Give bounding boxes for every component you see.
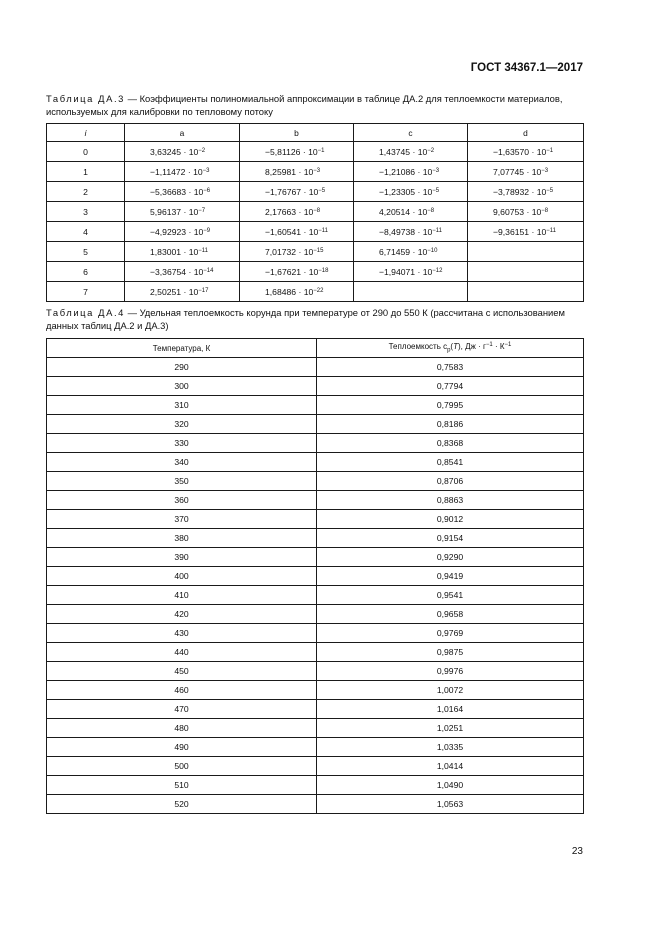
- temperature-cell: 470: [47, 700, 317, 719]
- heat-capacity-cell: 0,9875: [317, 643, 584, 662]
- temperature-cell: 410: [47, 586, 317, 605]
- coefficient-c-cell: $-1,23305 \cdot 10^{-5}$: [354, 182, 468, 202]
- table-row: [47, 472, 584, 491]
- column-header-c: c: [354, 124, 468, 142]
- heat-capacity-cell: 0,9012: [317, 510, 584, 529]
- column-header-temperature: Температура, К: [47, 339, 317, 358]
- table-row: [47, 662, 584, 681]
- coefficient-b-cell: $-1,60541 \cdot 10^{-11}$: [240, 222, 354, 242]
- table-row: [47, 681, 584, 700]
- temperature-cell: 400: [47, 567, 317, 586]
- coefficient-a-cell: $2,50251 \cdot 10^{-17}$: [125, 282, 240, 302]
- coefficient-c-cell: [354, 282, 468, 302]
- index-cell: 1: [47, 162, 125, 182]
- coefficient-c-cell: $-8,49738 \cdot 10^{-11}$: [354, 222, 468, 242]
- temperature-cell: 520: [47, 795, 317, 814]
- table-da4-caption-label: Таблица ДА.4: [46, 307, 125, 318]
- heat-capacity-cell: 0,9769: [317, 624, 584, 643]
- heat-capacity-cell: 1,0563: [317, 795, 584, 814]
- table-row: [47, 510, 584, 529]
- temperature-cell: 460: [47, 681, 317, 700]
- temperature-cell: 380: [47, 529, 317, 548]
- table-row: [47, 202, 584, 222]
- heat-capacity-cell: 0,7583: [317, 358, 584, 377]
- heat-capacity-cell: 0,7995: [317, 396, 584, 415]
- coefficient-c-cell: $4,20514 \cdot 10^{-8}$: [354, 202, 468, 222]
- table-da3-header-row: [47, 124, 584, 142]
- heat-capacity-cell: 0,8541: [317, 453, 584, 472]
- coefficient-c-cell: $-1,94071 \cdot 10^{-12}$: [354, 262, 468, 282]
- table-row: [47, 643, 584, 662]
- coefficient-a-cell: $3,63245 \cdot 10^{-2}$: [125, 142, 240, 162]
- table-row: [47, 548, 584, 567]
- table-da3: [46, 123, 584, 302]
- table-row: [47, 757, 584, 776]
- temperature-cell: 420: [47, 605, 317, 624]
- table-da3-caption: [46, 92, 584, 118]
- coefficient-b-cell: $8,25981 \cdot 10^{-3}$: [240, 162, 354, 182]
- table-row: [47, 491, 584, 510]
- temperature-cell: 340: [47, 453, 317, 472]
- column-header-i: i: [47, 124, 125, 142]
- coefficient-a-cell: $-1,11472 \cdot 10^{-3}$: [125, 162, 240, 182]
- table-da3-caption-label: Таблица ДА.3: [46, 93, 125, 104]
- table-da4-caption: [46, 306, 584, 332]
- temperature-cell: 360: [47, 491, 317, 510]
- temperature-cell: 390: [47, 548, 317, 567]
- table-row: [47, 776, 584, 795]
- coefficient-b-cell: $-5,81126 \cdot 10^{-1}$: [240, 142, 354, 162]
- heat-capacity-cell: 1,0414: [317, 757, 584, 776]
- document-code: ГОСТ 34367.1—2017: [470, 62, 583, 74]
- coefficient-d-cell: [468, 282, 584, 302]
- heat-capacity-cell: 1,0164: [317, 700, 584, 719]
- table-row: [47, 605, 584, 624]
- table-row: [47, 453, 584, 472]
- temperature-cell: 440: [47, 643, 317, 662]
- table-row: [47, 182, 584, 202]
- temperature-cell: 320: [47, 415, 317, 434]
- table-row: [47, 282, 584, 302]
- heat-capacity-cell: 0,9658: [317, 605, 584, 624]
- table-da4-caption-text: — Удельная теплоемкость корунда при температуре от 290 до 550 К (рассчитана с использованием данных таблиц ДА.2 и ДА.3): [46, 307, 565, 331]
- column-header-d: d: [468, 124, 584, 142]
- table-row: [47, 415, 584, 434]
- coefficient-c-cell: $-1,21086 \cdot 10^{-3}$: [354, 162, 468, 182]
- table-row: [47, 142, 584, 162]
- coefficient-b-cell: $7,01732 \cdot 10^{-15}$: [240, 242, 354, 262]
- table-row: [47, 262, 584, 282]
- table-row: [47, 222, 584, 242]
- heat-capacity-cell: 0,9419: [317, 567, 584, 586]
- coefficient-d-cell: $-3,78932 \cdot 10^{-5}$: [468, 182, 584, 202]
- table-row: [47, 242, 584, 262]
- table-row: [47, 738, 584, 757]
- temperature-cell: 300: [47, 377, 317, 396]
- temperature-cell: 510: [47, 776, 317, 795]
- heat-capacity-cell: 1,0251: [317, 719, 584, 738]
- heat-capacity-cell: 1,0072: [317, 681, 584, 700]
- table-row: [47, 624, 584, 643]
- table-row: [47, 795, 584, 814]
- temperature-cell: 430: [47, 624, 317, 643]
- temperature-cell: 500: [47, 757, 317, 776]
- table-row: [47, 529, 584, 548]
- coefficient-a-cell: $-3,36754 \cdot 10^{-14}$: [125, 262, 240, 282]
- coefficient-a-cell: $5,96137 \cdot 10^{-7}$: [125, 202, 240, 222]
- coefficient-b-cell: $-1,67621 \cdot 10^{-18}$: [240, 262, 354, 282]
- coefficient-a-cell: $-5,36683 \cdot 10^{-6}$: [125, 182, 240, 202]
- index-cell: 7: [47, 282, 125, 302]
- heat-capacity-cell: 0,8186: [317, 415, 584, 434]
- coefficient-a-cell: $1,83001 \cdot 10^{-11}$: [125, 242, 240, 262]
- heat-capacity-cell: 0,9976: [317, 662, 584, 681]
- table-row: [47, 567, 584, 586]
- column-header-a: a: [125, 124, 240, 142]
- heat-capacity-cell: 0,9541: [317, 586, 584, 605]
- heat-capacity-cell: 1,0490: [317, 776, 584, 795]
- table-row: [47, 719, 584, 738]
- temperature-cell: 310: [47, 396, 317, 415]
- table-row: [47, 377, 584, 396]
- column-header-b: b: [240, 124, 354, 142]
- table-da3-caption-text: — Коэффициенты полиномиальной аппроксимации в таблице ДА.2 для теплоемкости материалов, используемых для калибровки по тепловому потоку: [46, 93, 563, 117]
- table-row: [47, 396, 584, 415]
- table-row: [47, 162, 584, 182]
- table-da4-header-row: [47, 339, 584, 358]
- page-number: 23: [571, 846, 583, 857]
- table-row: [47, 586, 584, 605]
- heat-capacity-cell: 1,0335: [317, 738, 584, 757]
- coefficient-d-cell: $7,07745 \cdot 10^{-3}$: [468, 162, 584, 182]
- table-row: [47, 434, 584, 453]
- coefficient-c-cell: $1,43745 \cdot 10^{-2}$: [354, 142, 468, 162]
- heat-capacity-cell: 0,9290: [317, 548, 584, 567]
- heat-capacity-cell: 0,9154: [317, 529, 584, 548]
- heat-capacity-cell: 0,8368: [317, 434, 584, 453]
- index-cell: 4: [47, 222, 125, 242]
- coefficient-d-cell: $-1,63570 \cdot 10^{-1}$: [468, 142, 584, 162]
- coefficient-d-cell: [468, 242, 584, 262]
- coefficient-a-cell: $-4,92923 \cdot 10^{-9}$: [125, 222, 240, 242]
- coefficient-d-cell: $-9,36151 \cdot 10^{-11}$: [468, 222, 584, 242]
- temperature-cell: 290: [47, 358, 317, 377]
- coefficient-c-cell: $6,71459 \cdot 10^{-10}$: [354, 242, 468, 262]
- index-cell: 5: [47, 242, 125, 262]
- temperature-cell: 350: [47, 472, 317, 491]
- temperature-cell: 480: [47, 719, 317, 738]
- table-da4: [46, 338, 584, 814]
- heat-capacity-cell: 0,8706: [317, 472, 584, 491]
- temperature-cell: 490: [47, 738, 317, 757]
- coefficient-b-cell: $-1,76767 \cdot 10^{-5}$: [240, 182, 354, 202]
- coefficient-d-cell: [468, 262, 584, 282]
- coefficient-b-cell: $1,68486 \cdot 10^{-22}$: [240, 282, 354, 302]
- heat-capacity-cell: 0,8863: [317, 491, 584, 510]
- coefficient-d-cell: $9,60753 \cdot 10^{-8}$: [468, 202, 584, 222]
- index-cell: 2: [47, 182, 125, 202]
- heat-capacity-cell: 0,7794: [317, 377, 584, 396]
- index-cell: 3: [47, 202, 125, 222]
- index-cell: 0: [47, 142, 125, 162]
- temperature-cell: 450: [47, 662, 317, 681]
- table-row: [47, 358, 584, 377]
- temperature-cell: 330: [47, 434, 317, 453]
- coefficient-b-cell: $2,17663 \cdot 10^{-8}$: [240, 202, 354, 222]
- table-row: [47, 700, 584, 719]
- temperature-cell: 370: [47, 510, 317, 529]
- index-cell: 6: [47, 262, 125, 282]
- column-header-heat-capacity: Теплоемкость $c_p(T)$, Дж · $г^{-1} \cdot К^{-1}$: [317, 339, 584, 358]
